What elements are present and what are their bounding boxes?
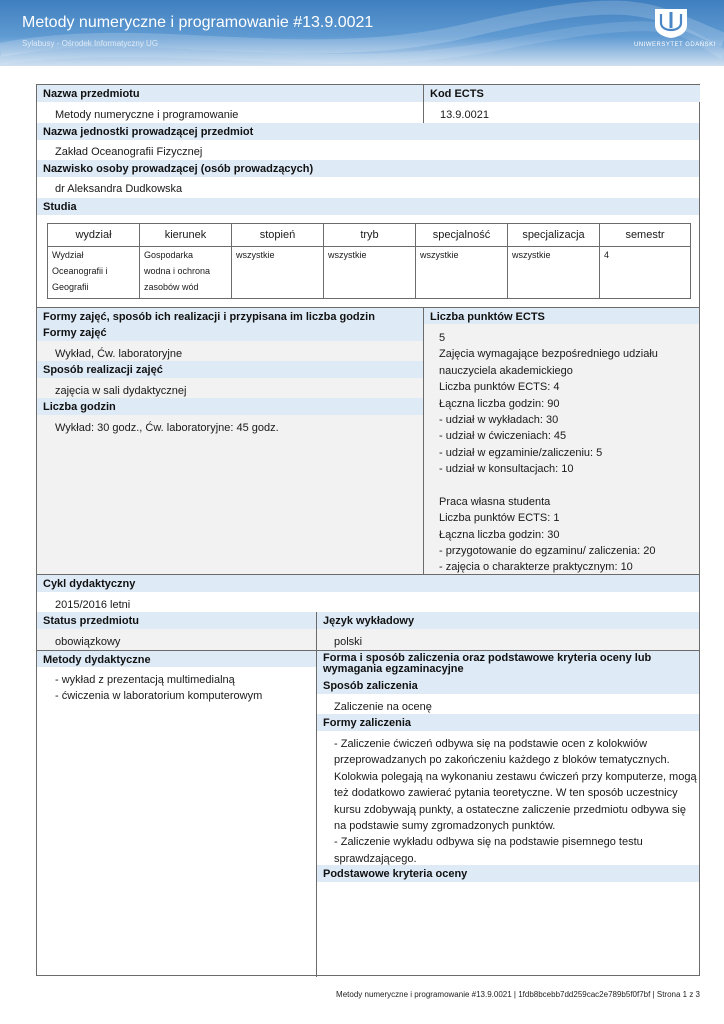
page-subtitle: Sylabusy - Ośrodek Informatyczny UG [22,39,159,48]
formy-value: Wykład, Ćw. laboratoryjne [55,348,183,360]
assessment-forms-label: Formy zaliczenia [317,714,699,731]
cycle-value: 2015/2016 letni [55,599,131,611]
cell-line: Oceanografii i [52,266,108,276]
cell-line: Gospodarka [144,250,194,260]
ects-line: Liczba punktów ECTS: 1 [439,512,560,525]
unit-label: Nazwa jednostki prowadzącej przedmiot [37,123,699,140]
divider [423,307,424,574]
course-name-label: Nazwa przedmiotu [37,85,423,102]
studies-cell-kierunek [140,247,231,295]
cell-line: wodna i ochrona [144,266,211,276]
assessment-line: sprawdzającego. [334,852,417,865]
cell-line: wszystkie [420,250,459,260]
ects-line: Praca własna studenta [439,495,551,508]
language-label: Język wykładowy [317,612,699,629]
ects-line: - zajęcia o charakterze praktycznym: 10 [439,561,633,574]
ects-line: - udział w konsultacjach: 10 [439,463,574,476]
criteria-label: Podstawowe kryteria oceny [317,865,699,882]
language-value: polski [334,636,363,648]
ects-line: Liczba punktów ECTS: 4 [439,381,560,394]
assessment-line: Kolokwia polegają na wykonaniu zestawu ćwiczeń przy komputerze, mogą [334,770,697,783]
course-name-value: Metody numeryczne i programowanie [55,109,239,121]
assessment-method-label: Sposób zaliczenia [317,677,699,694]
studies-cell-stopien [232,247,323,263]
divider [423,85,424,123]
ects-code-label: Kod ECTS [424,85,700,102]
assessment-method-value: Zaliczenie na ocenę [334,701,432,713]
page-title: Metody numeryczne i programowanie #13.9.0021 [22,14,374,31]
studies-col-header: specjalizacja [522,229,585,241]
page-banner [0,0,724,66]
cell-line: wszystkie [512,250,551,260]
assessment-line: też dodatkowo zawierać pytania teoretyczne. W ten sposób uczestnicy [334,787,678,800]
university-name: UNIWERSYTET GDAŃSKI [634,42,716,48]
liczba-godzin-label: Liczba godzin [37,398,423,415]
studies-table [47,223,691,299]
sposob-realizacji-label: Sposób realizacji zajęć [37,361,423,378]
studies-col-header: tryb [360,229,379,241]
syllabus-table [36,84,700,976]
status-value: obowiązkowy [55,636,121,648]
studies-label: Studia [37,198,699,215]
cell-line: wszystkie [328,250,367,260]
ects-line: - przygotowanie do egzaminu/ zaliczenia: 20 [439,545,656,558]
assessment-line: - Zaliczenie wykładu odbywa się na podstawie pisemnego testu [334,836,643,849]
status-label: Status przedmiotu [37,612,316,629]
ects-line: nauczyciela akademickiego [439,364,573,377]
studies-col-header: stopień [259,229,296,241]
assessment-forms-text [334,736,696,867]
studies-cell-specjalizacja [508,247,599,263]
assessment-line: przeprowadzanych po zakończeniu każdego z bloków tematycznych. [334,754,670,767]
studies-cell-wydzial [48,247,139,295]
university-crest-icon [653,7,689,39]
formy-label: Formy zajęć [37,324,423,341]
methods-list [55,672,313,704]
page-footer: Metody numeryczne i programowanie #13.9.0021 | 1fdb8bcebb7dd259cac2e789b5f0f7bf | Strona 1 z 3 [336,990,700,999]
ects-line [439,478,697,494]
methods-label: Metody dydaktyczne [37,651,316,667]
ects-code-value: 13.9.0021 [440,109,489,121]
cell-line: Wydział [52,250,84,260]
ects-line: - udział w egzaminie/zaliczeniu: 5 [439,446,603,459]
studies-col-header: semestr [625,229,665,241]
ects-line: Łączna liczba godzin: 30 [439,528,560,541]
ects-line: Łączna liczba godzin: 90 [439,397,560,410]
unit-value: Zakład Oceanografii Fizycznej [55,146,203,158]
cell-line: zasobów wód [144,282,199,292]
liczba-godzin-value: Wykład: 30 godz., Ćw. laboratoryjne: 45 godz. [55,422,279,434]
methods-item: - wykład z prezentacją multimedialną [55,674,235,686]
methods-item: - ćwiczenia w laboratorium komputerowym [55,690,263,702]
assessment-line: na podstawie sumy zgromadzonych punktów. [334,820,556,833]
cell-line: Geografii [52,282,89,292]
ects-details [439,330,697,576]
assessment-label: Forma i sposób zaliczenia oraz podstawowe kryteria oceny lub wymagania egzaminacyjne [317,651,699,677]
cell-line: wszystkie [236,250,275,260]
studies-cell-tryb [324,247,415,263]
lecturer-label: Nazwisko osoby prowadzącej (osób prowadzących) [37,160,699,177]
formy-section-label: Formy zajęć, sposób ich realizacji i przypisana im liczba godzin [37,308,423,324]
studies-col-header: wydział [75,229,112,241]
studies-cell-specjalnosc [416,247,507,263]
assessment-line: - Zaliczenie ćwiczeń odbywa się na podstawie ocen z kolokwiów [334,738,648,750]
ects-line: 5 [439,332,446,344]
assessment-line: kursu zdobywają punkty, a ostateczne zaliczenie przedmiotu odbywa się [334,803,686,816]
university-logo [634,7,716,51]
ects-line: Zajęcia wymagające bezpośredniego udziału [439,348,658,361]
studies-col-header: specjalność [432,229,491,241]
studies-col-header: kierunek [164,229,207,241]
ects-line: - udział w ćwiczeniach: 45 [439,430,567,443]
banner-swirl-decoration [0,0,724,66]
studies-cell-semestr [600,247,690,263]
ects-line: - udział w wykładach: 30 [439,413,559,426]
ects-points-label: Liczba punktów ECTS [424,308,699,324]
cell-line: 4 [604,250,610,260]
sposob-realizacji-value: zajęcia w sali dydaktycznej [55,385,187,397]
cycle-label: Cykl dydaktyczny [37,575,699,592]
lecturer-value: dr Aleksandra Dudkowska [55,183,183,195]
